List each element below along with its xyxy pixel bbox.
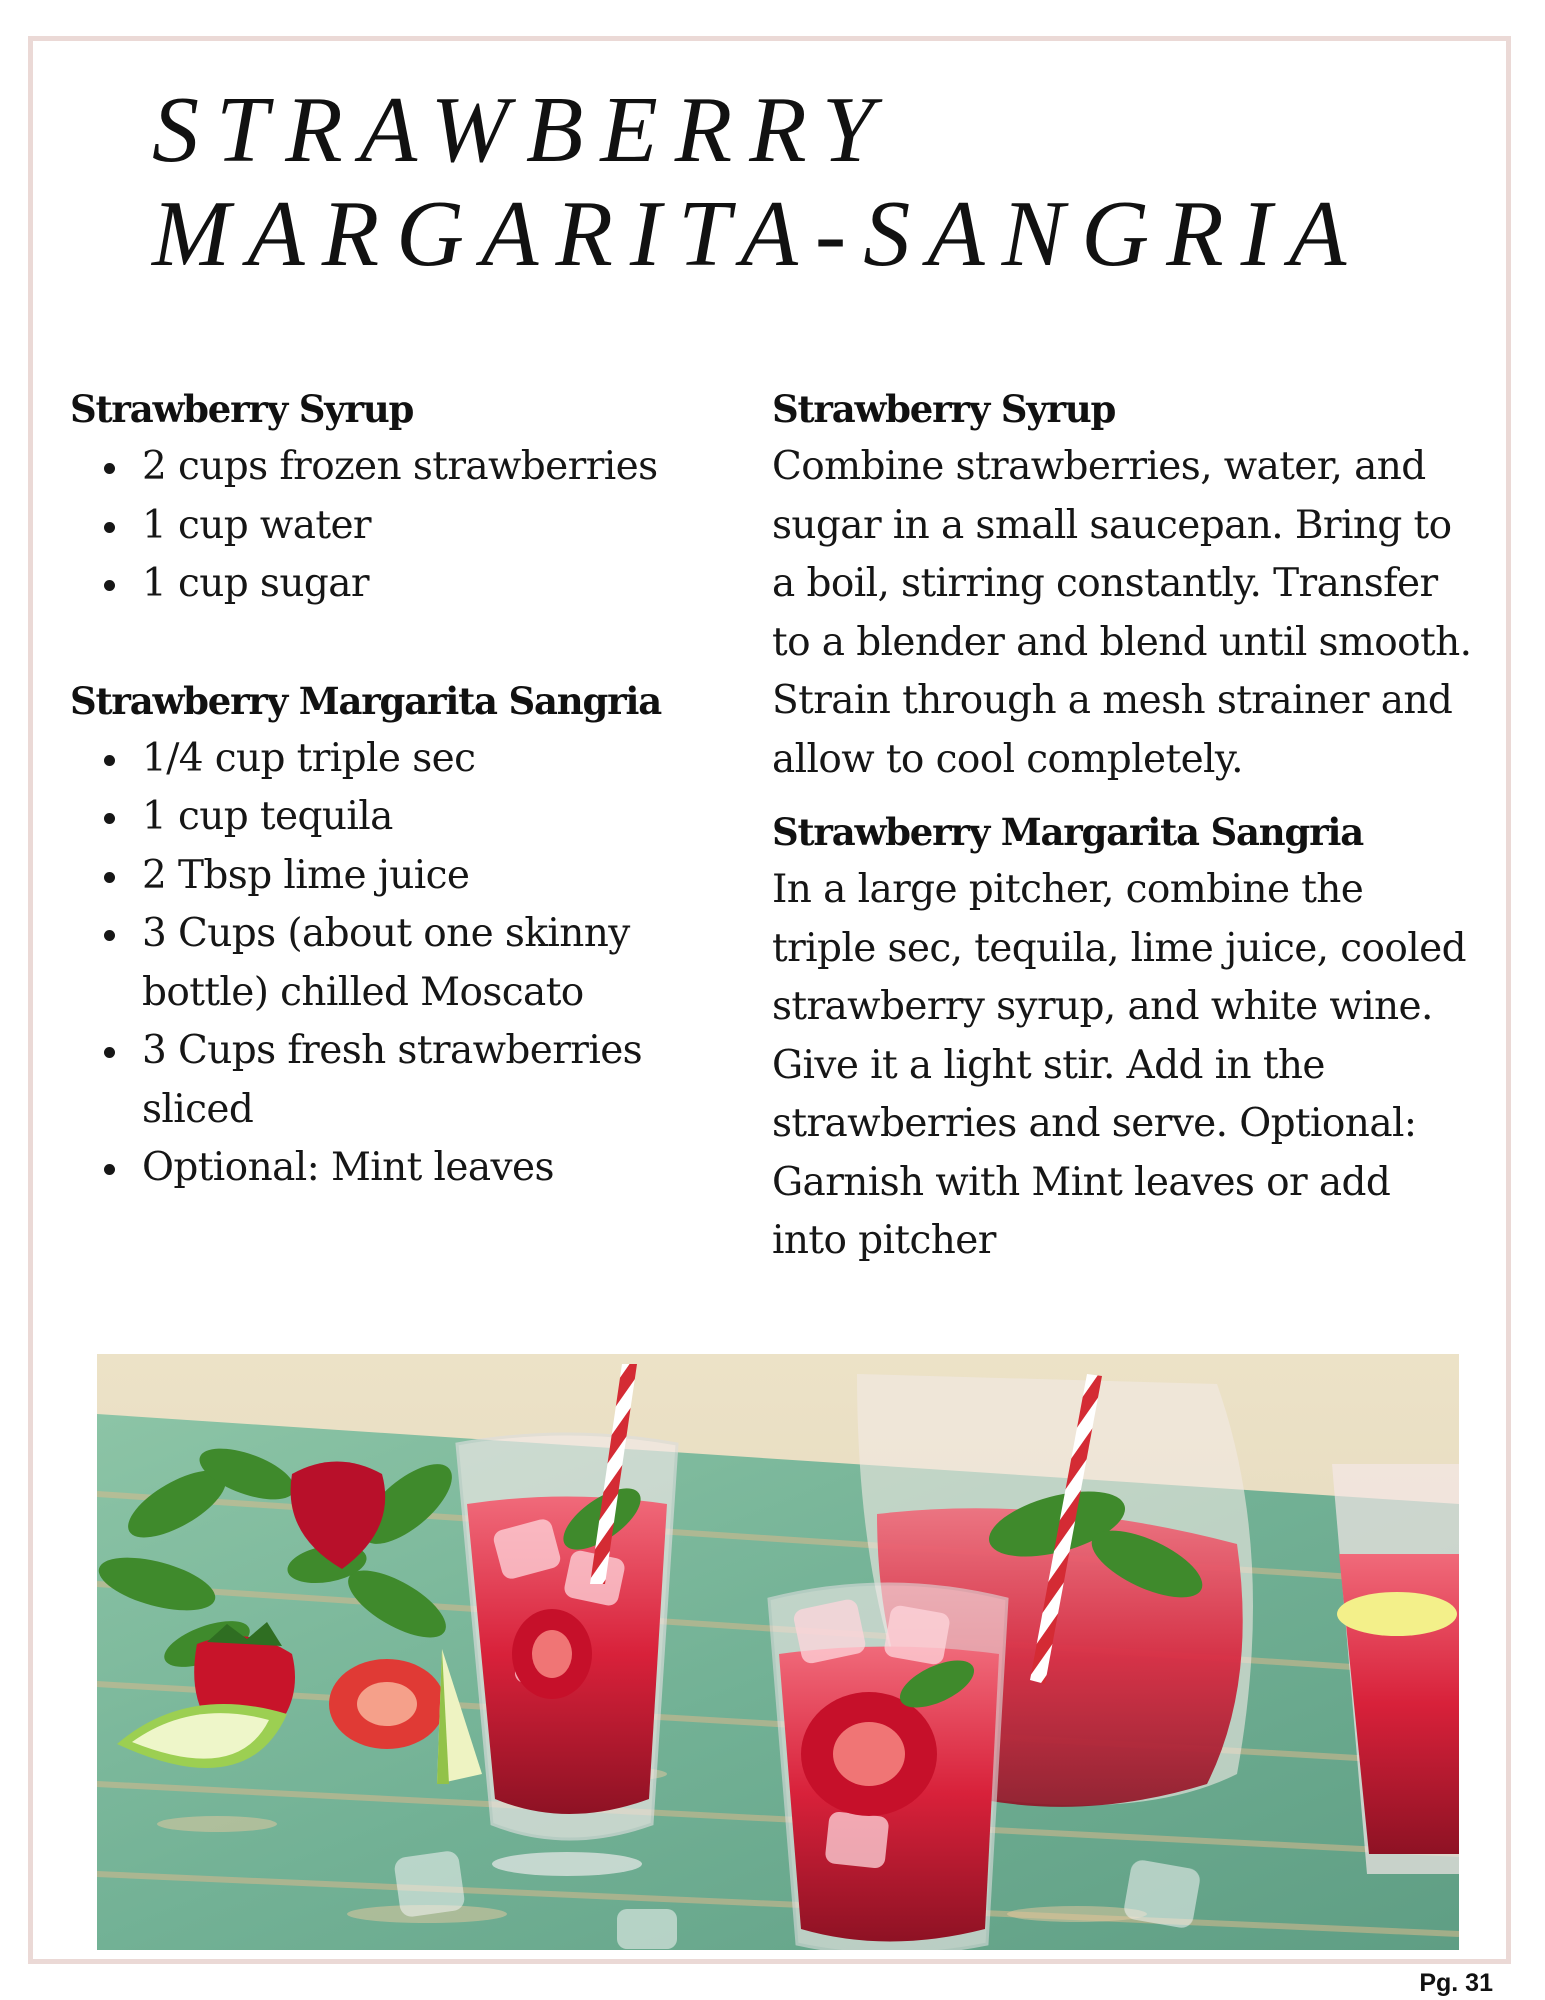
bullet-icon [104,580,115,591]
directions-column [772,380,1472,1271]
syrup-directions-text: Combine strawberries, water, and sugar in a small saucepan. Bring to a boil, stirring constantly. Transfer to a blender and blend until smooth. Strain through a mesh strainer and allow to cool completely. [772,444,1472,782]
ingredient-text: 1 cup water [142,502,371,548]
bullet-icon [104,1047,115,1058]
page-number: Pg. 31 [1419,1969,1493,1997]
ingredient-text: 3 Cups fresh strawberries sliced [142,1028,643,1132]
list-item [142,730,710,789]
ingredient-text: 1 cup sugar [142,561,369,606]
bullet-icon [104,872,115,883]
bullet-icon [104,755,115,766]
ingredient-text: 1 cup tequila [142,794,393,839]
ingredient-text: 1/4 cup triple sec [142,735,476,781]
ingredient-text: 3 Cups (about one skinny bottle) chilled Moscato [142,911,630,1015]
list-item [142,555,710,614]
sangria-directions-heading: Strawberry Margarita Sangria [772,810,1364,854]
title-line-2: MARGARITA-SANGRIA [152,182,1364,286]
syrup-directions-heading: Strawberry Syrup [772,387,1116,431]
bullet-icon [104,930,115,941]
list-item [142,497,710,556]
list-item [142,905,710,1022]
syrup-ingredients-heading: Strawberry Syrup [70,387,414,431]
syrup-ingredient-list [70,438,710,614]
sangria-ingredients-heading: Strawberry Margarita Sangria [70,678,662,723]
drinks-photo [97,1354,1459,1950]
title-line-1: STRAWBERRY [152,78,892,182]
bullet-icon [104,463,115,474]
list-item [142,847,710,906]
bullet-icon [104,1164,115,1175]
ingredient-text: 2 Tbsp lime juice [142,852,470,898]
ingredients-column [70,380,710,1198]
glass-left [457,1434,677,1876]
ingredient-text: 2 cups frozen strawberries [142,444,658,489]
sangria-directions-text: In a large pitcher, combine the triple sec, tequila, lime juice, cooled strawberry syrup, and white wine. Give it a light stir. Add in the strawberries and serve. Optional: Garnish with Mint leaves or add into pitcher [772,867,1466,1263]
strawberry-half [329,1659,445,1749]
list-item [142,788,710,847]
glass-front [769,1584,1007,1950]
bullet-icon [104,813,115,824]
recipe-title [152,78,1363,286]
bullet-icon [104,522,115,533]
sangria-ingredient-list [70,730,710,1198]
list-item [142,438,710,497]
list-item [142,1022,710,1139]
ingredient-text: Optional: Mint leaves [142,1145,554,1190]
list-item [142,1139,710,1198]
